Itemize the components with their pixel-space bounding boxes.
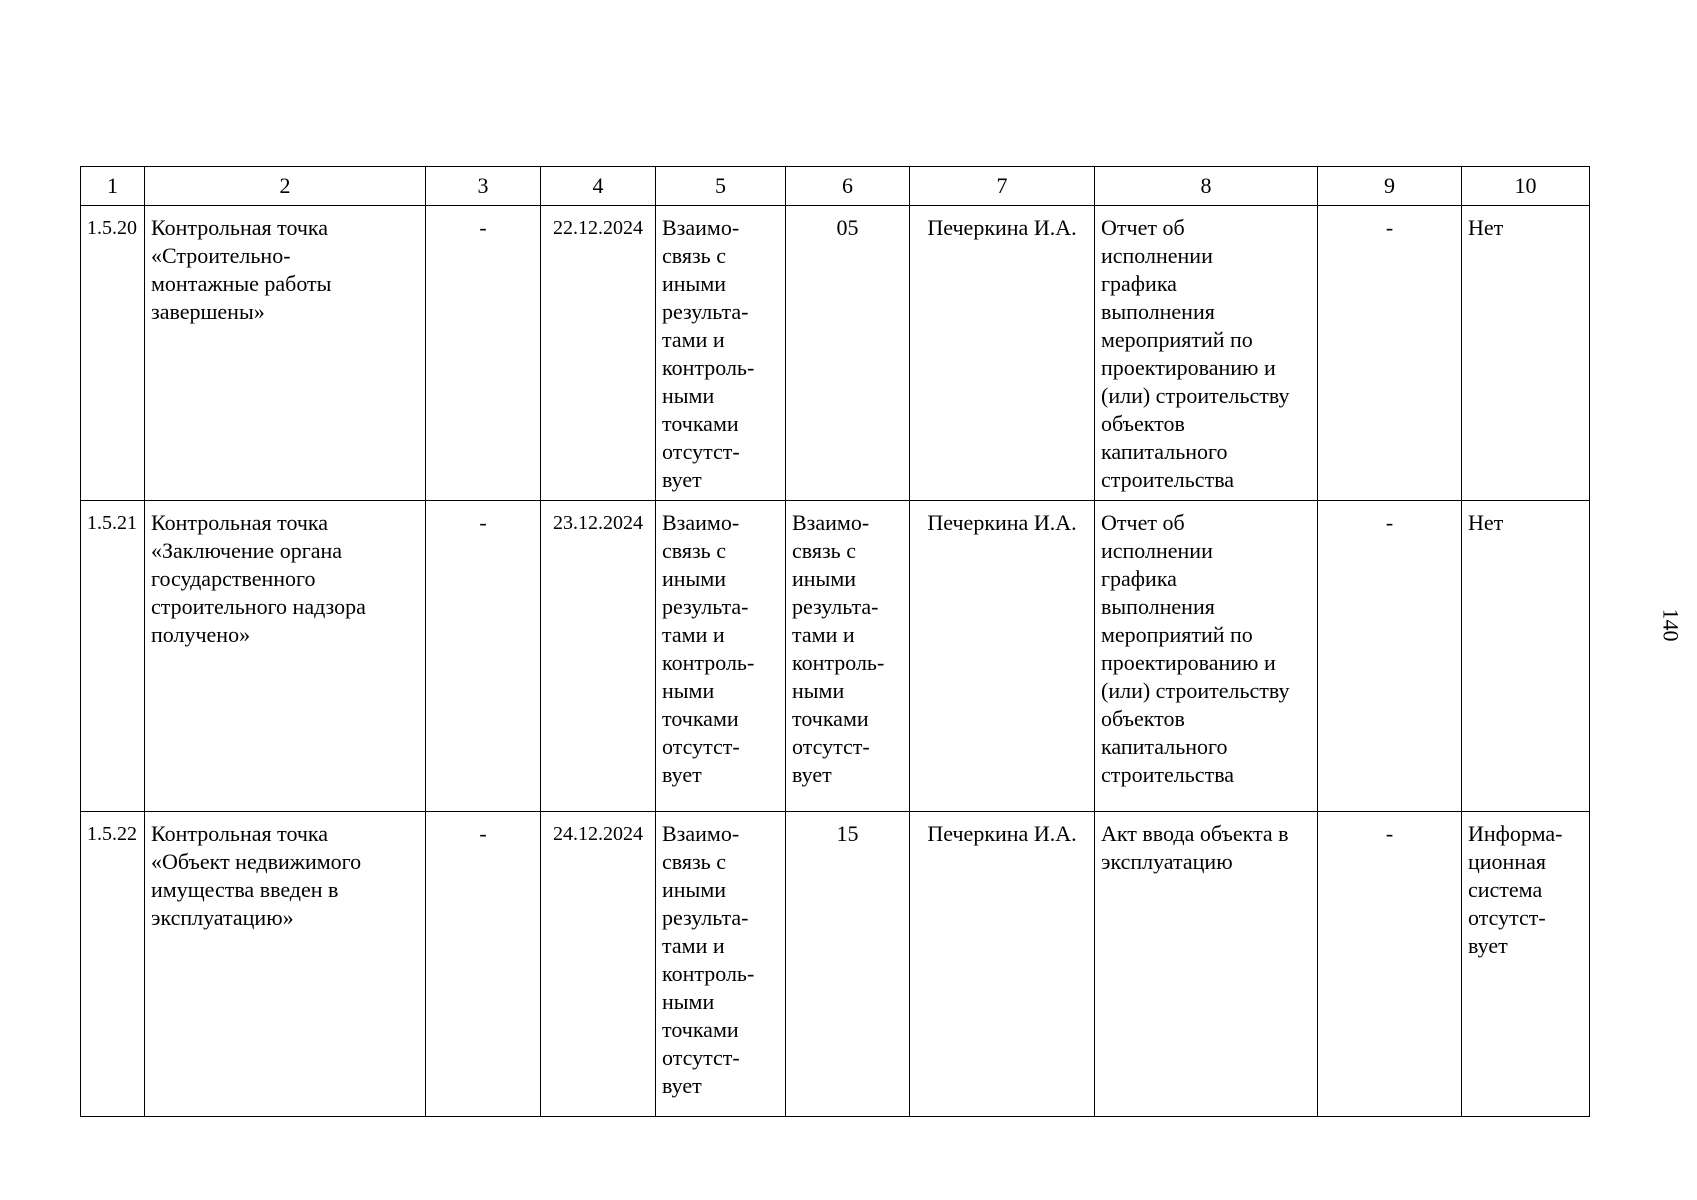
cell-col-5: Взаимо- связь с иными результа- тами и контроль- ными точками отсутст- вует [656,206,786,501]
column-header-1: 1 [81,167,145,206]
cell-col-3: - [426,501,541,812]
cell-col-6: 05 [786,206,910,501]
control-points-table [80,166,1590,1117]
row-number: 1.5.21 [81,501,145,812]
table-row [81,206,1590,501]
document-type: Отчет об исполнении графика выполнения мероприятий по проектированию и (или) строительству объектов капитального строительства [1095,501,1318,812]
cell-col-3: - [426,206,541,501]
document-type: Акт ввода объекта в эксплуатацию [1095,812,1318,1117]
column-header-3: 3 [426,167,541,206]
column-header-4: 4 [541,167,656,206]
due-date: 23.12.2024 [541,501,656,812]
column-header-9: 9 [1318,167,1462,206]
cell-col-5: Взаимо- связь с иными результа- тами и контроль- ными точками отсутст- вует [656,501,786,812]
table-row [81,812,1590,1117]
cell-col-9: - [1318,501,1462,812]
cell-col-9: - [1318,812,1462,1117]
column-header-8: 8 [1095,167,1318,206]
information-system: Информа- ционная система отсутст- вует [1462,812,1590,1117]
responsible-person: Печеркина И.А. [910,206,1095,501]
table-row [81,501,1590,812]
column-header-2: 2 [145,167,426,206]
cell-col-5: Взаимо- связь с иными результа- тами и контроль- ными точками отсутст- вует [656,812,786,1117]
page-number: 140 [1658,608,1684,642]
cell-col-9: - [1318,206,1462,501]
column-header-5: 5 [656,167,786,206]
information-system: Нет [1462,206,1590,501]
cell-col-3: - [426,812,541,1117]
document-type: Отчет об исполнении графика выполнения мероприятий по проектированию и (или) строительству объектов капитального строительства [1095,206,1318,501]
control-point-name: Контрольная точка «Строительно- монтажные работы завершены» [145,206,426,501]
control-point-name: Контрольная точка «Объект недвижимого имущества введен в эксплуатацию» [145,812,426,1117]
control-point-name: Контрольная точка «Заключение органа государственного строительного надзора получено» [145,501,426,812]
responsible-person: Печеркина И.А. [910,812,1095,1117]
due-date: 22.12.2024 [541,206,656,501]
header-row [81,167,1590,206]
responsible-person: Печеркина И.А. [910,501,1095,812]
row-number: 1.5.22 [81,812,145,1117]
due-date: 24.12.2024 [541,812,656,1117]
cell-col-6: Взаимо- связь с иными результа- тами и контроль- ными точками отсутст- вует [786,501,910,812]
row-number: 1.5.20 [81,206,145,501]
column-header-10: 10 [1462,167,1590,206]
column-header-6: 6 [786,167,910,206]
information-system: Нет [1462,501,1590,812]
cell-col-6: 15 [786,812,910,1117]
column-header-7: 7 [910,167,1095,206]
